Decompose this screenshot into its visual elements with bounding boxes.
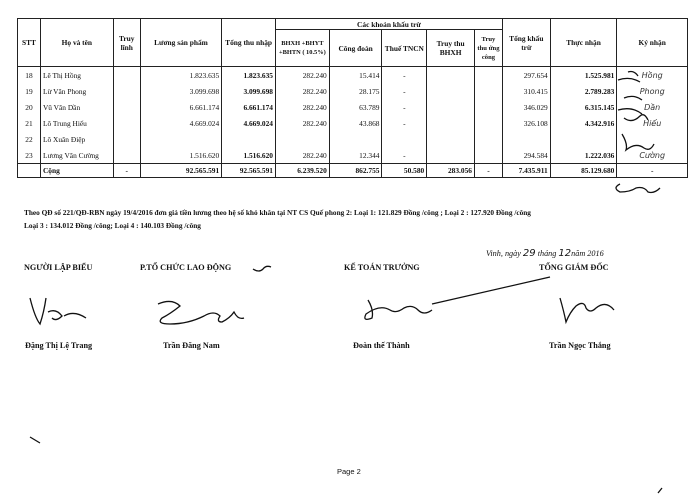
total-cong-doan: 862.755 [329, 164, 382, 178]
row-thue: - [382, 83, 427, 99]
date-prefix: Vinh, ngày [486, 249, 521, 258]
signature-chief-accountant [365, 300, 432, 319]
header-thuc-nhan: Thực nhận [550, 19, 617, 67]
row-luong: 1.823.635 [140, 67, 221, 84]
name-general-director: Trần Ngọc Thắng [549, 341, 611, 350]
row-khau-tru: 294.584 [502, 147, 550, 164]
header-ky-nhan: Ký nhận [617, 19, 688, 67]
page-number: Page 2 [337, 467, 361, 476]
row-bhxh: 282.240 [276, 83, 330, 99]
scan-marks [30, 437, 662, 493]
row-luong: 4.669.024 [140, 115, 221, 131]
header-cong-doan: Công đoàn [329, 30, 382, 67]
header-deductions-group: Các khoản khấu trừ [276, 19, 503, 30]
header-truy-thu-bhxh: Truy thu BHXH [427, 30, 475, 67]
row-cong-doan: 43.868 [329, 115, 382, 131]
row-name: Lô Trung Hiếu [40, 115, 113, 131]
header-luong-san-pham: Lương sản phẩm [140, 19, 221, 67]
row-cong-doan: 63.789 [329, 99, 382, 115]
row-stt: 19 [18, 83, 41, 99]
row-thuc-nhan: 1.222.036 [550, 147, 617, 164]
row-name: Lê Thị Hồng [40, 67, 113, 84]
signature-stroke-line [432, 277, 550, 304]
header-bhxh: BHXH +BHYT +BHTN ( 10.5%) [276, 30, 330, 67]
header-name: Họ và tên [40, 19, 113, 67]
date-year: năm 2016 [571, 249, 604, 258]
header-tong-thu-nhap: Tổng thu nhập [222, 19, 276, 67]
signature-row-19 [618, 96, 642, 114]
row-cong-doan: 15.414 [329, 67, 382, 84]
row-bhxh: 282.240 [276, 115, 330, 131]
total-truy-linh: - [113, 164, 140, 178]
row-thuc-nhan: 6.315.145 [550, 99, 617, 115]
row-signature: Hiếu [617, 115, 688, 131]
row-signature: Hồng [617, 67, 688, 84]
name-labor-dept: Trần Đăng Nam [163, 341, 220, 350]
header-truy-thu-ung-cong: Truy thu ứng công [475, 30, 503, 67]
row-tong: 6.661.174 [222, 99, 276, 115]
row-name: Lô Xuân Điệp [40, 131, 113, 147]
row-khau-tru: 346.029 [502, 99, 550, 115]
row-stt: 22 [18, 131, 41, 147]
row-stt: 23 [18, 147, 41, 164]
row-name: Lương Văn Cường [40, 147, 113, 164]
pay-rate-note-1: Theo QĐ số 221/QĐ-RBN ngày 19/4/2016 đơn giá tiền lương theo hệ số khó khăn tại NT CS Quế phong 2: Loại 1: 121.829 Đồng /công ; Loại 2 : 127.920 Đồng /công [24, 208, 531, 217]
row-signature: Cường [617, 147, 688, 164]
row-stt: 21 [18, 115, 41, 131]
role-chief-accountant: KẾ TOÁN TRƯỞNG [344, 263, 420, 272]
role-preparer: NGƯỜI LẬP BIỂU [24, 263, 93, 272]
total-tong: 92.565.591 [222, 164, 276, 178]
row-name: Vũ Văn Dần [40, 99, 113, 115]
total-thue: 50.580 [382, 164, 427, 178]
row-stt: 18 [18, 67, 41, 84]
header-truy-linh: Truy lĩnh [113, 19, 140, 67]
name-chief-accountant: Đoàn thế Thành [353, 341, 410, 350]
name-preparer: Đặng Thị Lệ Trang [25, 341, 93, 350]
header-tong-khau-tru: Tổng khấu trừ [502, 19, 550, 67]
signature-labor-dept [158, 301, 244, 324]
row-thuc-nhan: 4.342.916 [550, 115, 617, 131]
row-khau-tru: 326.108 [502, 115, 550, 131]
signature-row-20 [624, 115, 648, 121]
row-thue: - [382, 147, 427, 164]
signature-row-21 [622, 134, 654, 150]
signature-row-18 [618, 72, 640, 83]
total-thuc-nhan: 85.129.680 [550, 164, 617, 178]
row-thuc-nhan: 2.789.283 [550, 83, 617, 99]
signature-flourish-mark [253, 266, 271, 271]
row-name: Lừ Văn Phong [40, 83, 113, 99]
row-luong: 1.516.620 [140, 147, 221, 164]
row-khau-tru: 297.654 [502, 67, 550, 84]
header-thue-tncn: Thuế TNCN [382, 30, 427, 67]
date-month: 12 [558, 248, 572, 259]
row-luong: 6.661.174 [140, 99, 221, 115]
total-label: Cộng [40, 164, 113, 178]
header-stt: STT [18, 19, 41, 67]
total-truy-thu: 283.056 [427, 164, 475, 178]
total-luong: 92.565.591 [140, 164, 221, 178]
row-bhxh: 282.240 [276, 147, 330, 164]
pay-rate-note-2: Loại 3 : 134.012 Đồng /công; Loại 4 : 140.103 Đồng /công [24, 221, 201, 230]
role-general-director: TỔNG GIÁM ĐỐC [539, 263, 609, 272]
signature-preparer [30, 298, 86, 324]
row-tong: 4.669.024 [222, 115, 276, 131]
row-stt: 20 [18, 99, 41, 115]
date-day: 29 [522, 248, 536, 259]
date-month-label: tháng [537, 249, 557, 258]
row-luong: 3.099.698 [140, 83, 221, 99]
row-bhxh: 282.240 [276, 67, 330, 84]
row-thue: - [382, 99, 427, 115]
row-cong-doan: 12.344 [329, 147, 382, 164]
row-khau-tru: 310.415 [502, 83, 550, 99]
signature-director [560, 298, 614, 322]
total-ung: - [475, 164, 503, 178]
row-thue: - [382, 67, 427, 84]
total-khau-tru: 7.435.911 [502, 164, 550, 178]
row-cong-doan: 28.175 [329, 83, 382, 99]
row-signature: Dần [617, 99, 688, 115]
row-thue: - [382, 115, 427, 131]
row-tong: 1.516.620 [222, 147, 276, 164]
role-labor-dept: P.TỔ CHỨC LAO ĐỘNG [140, 263, 232, 272]
row-signature: Phong [617, 83, 688, 99]
row-bhxh: 282.240 [276, 99, 330, 115]
row-tong: 3.099.698 [222, 83, 276, 99]
row-thuc-nhan: 1.525.981 [550, 67, 617, 84]
total-bhxh: 6.239.520 [276, 164, 330, 178]
total-sign: - [617, 164, 688, 178]
signature-row-23 [616, 184, 660, 193]
row-tong: 1.823.635 [222, 67, 276, 84]
